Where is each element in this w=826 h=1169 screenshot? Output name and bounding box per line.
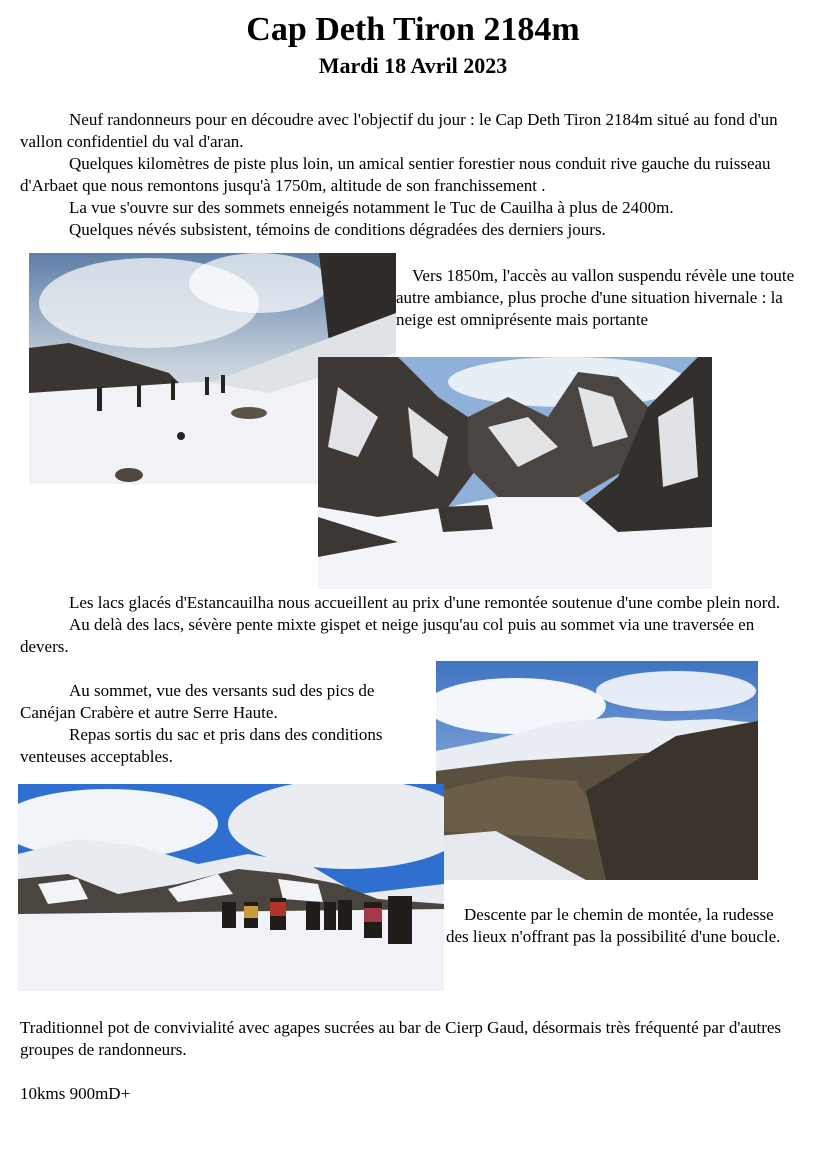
summit-text <box>20 680 430 768</box>
trip-stats: 10kms 900mD+ <box>20 1084 131 1103</box>
descent-text: Descente par le chemin de montée, la rudesse des lieux n'offrant pas la possibilité d'une boucle. <box>446 905 781 946</box>
intro-paragraph-3: La vue s'ouvre sur des sommets enneigés notamment le Tuc de Cauilha à plus de 2400m. <box>69 198 674 217</box>
photo-frozen-lakes-cirque <box>318 357 712 589</box>
lakes-paragraph-1: Les lacs glacés d'Estancauilha nous accueillent au prix d'une remontée soutenue d'une combe plein nord. <box>69 593 781 612</box>
intro-paragraph-4: Quelques névés subsistent, témoins de conditions dégradées des derniers jours. <box>69 220 606 239</box>
intro-paragraph-2: Quelques kilomètres de piste plus loin, un amical sentier forestier nous conduit rive gauche du ruisseau d'Arbaet que nous remontons jusqu'à 1750m, altitude de son franchissement . <box>20 154 771 195</box>
closing-text: Traditionnel pot de convivialité avec agapes sucrées au bar de Cierp Gaud, désormais très fréquenté par d'autres groupes de randonneurs. <box>20 1018 782 1059</box>
summit-paragraph-2: Repas sortis du sac et pris dans des conditions venteuses acceptables. <box>20 725 383 766</box>
lakes-text <box>20 592 810 658</box>
intro-text <box>20 109 806 241</box>
side-text-hanging-valley: Vers 1850m, l'accès au vallon suspendu révèle une toute autre ambiance, plus proche d'une situation hivernale : la neige est omniprésente mais portante <box>396 266 795 329</box>
lakes-paragraph-2: Au delà des lacs, sévère pente mixte gispet et neige jusqu'au col puis au sommet via une traversée en devers. <box>20 615 755 656</box>
photo-group-summit <box>18 784 444 991</box>
page-title: Cap Deth Tiron 2184m <box>246 11 580 48</box>
intro-paragraph-1: Neuf randonneurs pour en découdre avec l'objectif du jour : le Cap Deth Tiron 2184m situé au fond d'un vallon confidentiel du val d'aran. <box>20 110 778 151</box>
page-date: Mardi 18 Avril 2023 <box>318 53 508 78</box>
summit-paragraph-1: Au sommet, vue des versants sud des pics de Canéjan Crabère et autre Serre Haute. <box>20 681 375 722</box>
photo-summit-panorama <box>436 661 758 880</box>
